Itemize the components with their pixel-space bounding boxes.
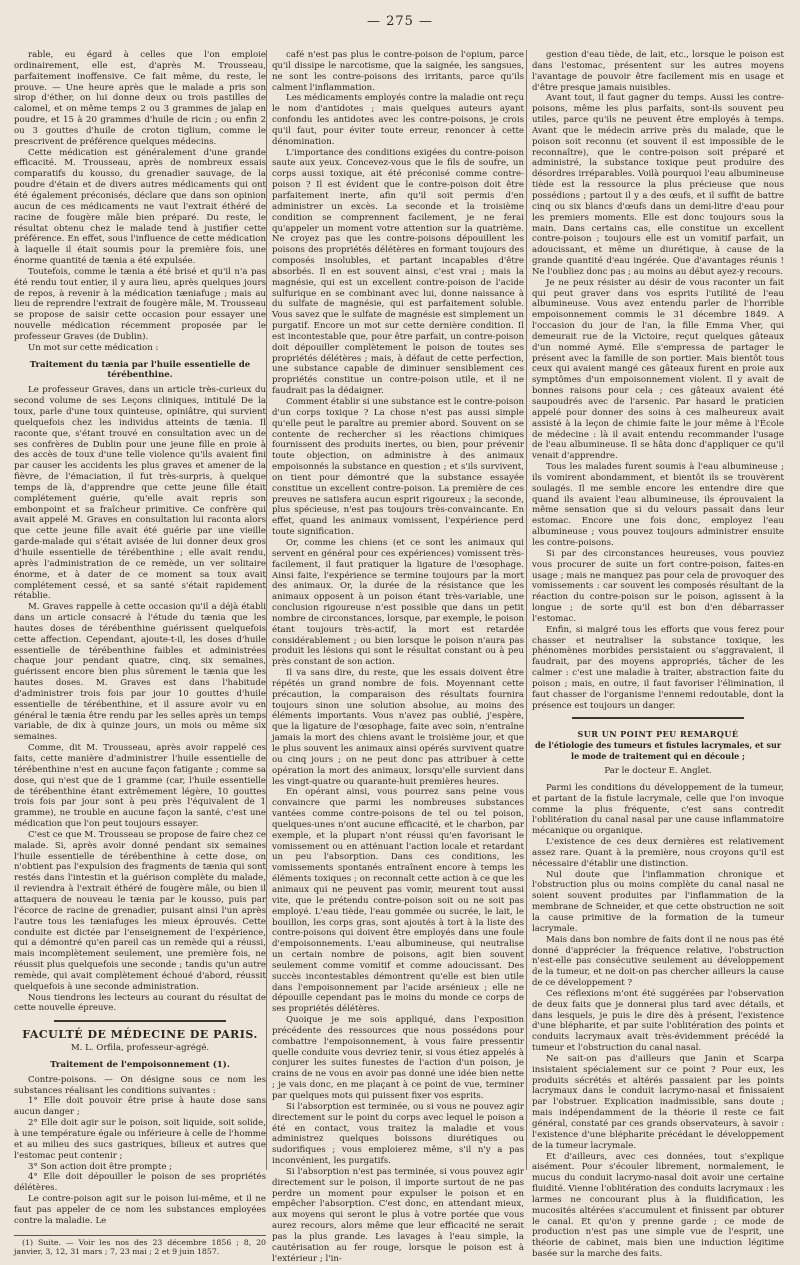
- separator-rule: [572, 717, 744, 719]
- byline: Par le docteur E. Anglet.: [604, 766, 712, 776]
- column-2: [272, 50, 524, 1264]
- faculty-title: FACULTÉ DE MÉDECINE DE PARIS.: [22, 1028, 258, 1042]
- paragraph: café n'est pas plus le contre-poison de l'opium, parce qu'il dissipe le narcotisme, que la saignée, les sangsues, ne sont les contre-poisons des irritants, parce qu'ils calment l'inflammation.: [272, 50, 524, 93]
- paragraph: Contre-poisons. — On désigne sous ce nom les substances réalisant les conditions suivantes :: [14, 1074, 266, 1096]
- article-title: SUR UN POINT PEU REMARQUÉ: [577, 729, 739, 740]
- paragraph: Comme, dit M. Trousseau, après avoir rappelé ces faits, cette manière d'administrer l'huile essentielle de térébenthine n'est en aucune façon fatigante ; comme sa dose, qui n'est que de 1 gramme (car, l'huile essentielle de térébenthine étant extrêmement légère, 10 gouttes trois fois par jour sont à peu près l'équivalent de 1 gramme), ne trouble en aucune façon la santé, c'est une médication que l'on peut toujours essayer.: [14, 743, 266, 830]
- paragraph: Avant tout, il faut gagner du temps. Aussi les contre-poisons, même les plus parfaits, sont-ils souvent peu utiles, parce qu'ils ne peuvent être employés à temps. Avant que le médecin arrive près du malade, que le poison soit reconnu (et souvent il est impossible de le reconnaître), que le contre-poison soit préparé et administré, la substance toxique peut produire des désordres irréparables. Voilà pourquoi l'eau albumineuse tiède est la ressource la plus précieuse que nous possédions ; partout il y a des œufs, et il suffit de battre cinq ou six blancs d'œufs dans un demi-litre d'eau pour les premiers moments. Elle est donc toujours sous la main. Dans certains cas, elle constitue un excellent contre-poison ; toujours elle est un vomitif parfait, un adoucissant, et même un diurétique, à cause de la grande quantité d'eau ingérée. Que d'avantages réunis ! Ne l'oubliez donc pas ; au moins au début ayez-y recours.: [532, 93, 784, 277]
- footnote: [14, 1235, 266, 1257]
- column-3: [532, 50, 784, 1260]
- paragraph: C'est ce que M. Trousseau se propose de faire chez ce malade. Si, après avoir donné pendant six semaines l'huile essentielle de térébenthine à cette dose, on n'obtient pas l'expulsion des fragments de tænia qui sont restés dans l'intestin et la guérison complète du malade, il reviendra à l'extrait éthéré de fougère mâle, ou bien il attaquera de nouveau le tænia par le kousso, puis par l'écorce de racine de grenadier, puisant ainsi l'un après l'autre tous les tæniafuges les mieux éprouvés. Cette conduite est dictée par l'enseignement de l'expérience, qui a démontré qu'en pareil cas un remède qui a réussi, mais incomplètement seulement, une première fois, ne réussit plus quelquefois une seconde ; tandis qu'un autre remède, qui avait complètement échoué d'abord, réussit quelquefois à une seconde administration.: [14, 829, 266, 992]
- paragraph: Ne sait-on pas d'ailleurs que Janin et Scarpa insistaient spécialement sur ce point ? Pour eux, les produits sécrétés et altérés passaient par les points lacrymaux dans le conduit lacrymo-nasal et finissaient par l'obstruer. Explication inadmissible, sans doute ; mais indépendamment de la théorie il reste ce fait général, constaté par ces grands observateurs, à savoir : l'existence d'une blépharite précédant le développement de la tumeur lacrymale.: [532, 1053, 784, 1151]
- paragraph: Je ne peux résister au désir de vous raconter un fait qui peut graver dans vos esprits l'utilité de l'eau albumineuse. Vous avez entendu parler de l'horrible empoisonnement commis le 31 décembre 1849. A l'occasion du jour de l'an, la fille Emma Vher, qui demeurait rue de la Victoire, reçut quelques gâteaux d'un nommé Aymé. Elle s'empressa de partager le présent avec la famille de son portier. Mais bientôt tous ceux qui avaient mangé ces gâteaux furent en proie aux symptômes d'un empoisonnement violent. Il y avait de bonnes raisons pour cela ; ces gâteaux avaient été saupoudrés avec de l'arsenic. Par hasard le praticien appelé pour donner des soins à ces malheureux avait assisté à la leçon de chimie faite le jour même à l'École de médecine : là il avait entendu recommander l'usage de l'eau albumineuse. Il se hâta donc d'appliquer ce qu'il venait d'apprendre.: [532, 277, 784, 462]
- paragraph: gestion d'eau tiède, de lait, etc., lorsque le poison est dans l'estomac, présentent sur les autres moyens l'avantage de pouvoir être facilement mis en usage et d'être presque jamais nuisibles.: [532, 50, 784, 93]
- paragraph: Les médicaments employés contre la maladie ont reçu le nom d'antidotes ; mais quelques auteurs ayant confondu les antidotes avec les contre-poisons, je crois qu'il faut, pour éviter toute erreur, renoncer à cette dénomination.: [272, 93, 524, 147]
- paragraph: Comment établir si une substance est le contre-poison d'un corps toxique ? La chose n'est pas aussi simple qu'elle peut le paraître au premier abord. Souvent on se contente de rechercher si les réactions chimiques fournissent des produits inertes, ou bien, pour prévenir toute objection, on administre à des animaux empoisonnés la substance en question ; et s'ils survivent, on tient pour démontré que la substance essayée constitue un excellent contre-poison. La première de ces preuves ne satisfera aucun esprit rigoureux ; la seconde, plus spécieuse, n'est pas toujours très-convaincante. En effet, quand les animaux vomissent, l'expérience perd toute signification.: [272, 397, 524, 538]
- paragraph: Ces réflexions m'ont été suggérées par l'observation de deux faits que je donnerai plus tard avec détails, et dans lesquels, je puis le dire dès à présent, l'existence d'une blépharite, et par suite l'oblitération des points et conduits lacrymaux avait très-évidemment précédé la tumeur et l'obstruction du canal nasal.: [532, 988, 784, 1054]
- paragraph: Nul doute que l'inflammation chronique et l'obstruction plus ou moins complète du canal nasal ne soient souvent produites par l'inflammation de la membrane de Schneider, et que cette obstruction ne soit la cause primitive de la formation de la tumeur lacrymale.: [532, 869, 784, 934]
- paragraph: Tous les malades furent soumis à l'eau albumineuse ; ils vomirent abondamment, et bientôt ils se trouvèrent soulagés. Il me semble encore les entendre dire que quand ils avaient l'eau albumineuse, ils éprouvaient la même sensation que si du velours passait dans leur estomac. Encore une fois donc, employez l'eau albumineuse ; vous pouvez toujours administrer ensuite les contre-poisons.: [532, 462, 784, 548]
- paragraph: Si par des circonstances heureuses, vous pouviez vous procurer de suite un fort contre-poison, faites-en usage ; mais ne manquez pas pour cela de provoquer des vomissements : car souvent les composés résultant de la réaction du contre-poison sur le poison, agissent à la longue ; de sorte qu'il est bon d'en débarrasser l'estomac.: [532, 548, 784, 624]
- paragraph: Parmi les conditions du développement de la tumeur, et partant de la fistule lacrymale, celle que l'on invoque comme la plus fréquente, c'est sans contredit l'oblitération du canal nasal par une cause inflammatoire mécanique ou organique.: [532, 782, 784, 837]
- paragraph: Il va sans dire, du reste, que les essais doivent être répétés un grand nombre de fois. Moyennant cette précaution, la comparaison des résultats fournira toujours sinon une solution absolue, au moins des éléments importants. Vous n'avez pas oublié, j'espère, que la ligature de l'œsophage, faite avec soin, n'entraîne jamais la mort des chiens avant le troisième jour, et que le plus souvent les animaux ainsi opérés survivent quatre ou cinq jours ; on ne peut donc pas attribuer à cette opération la mort des animaux, lorsqu'elle survient dans les vingt-quatre ou quarante-huit premières heures.: [272, 668, 524, 787]
- column-divider: [266, 50, 267, 1170]
- paragraph: L'existence de ces deux dernières est relativement assez rare. Quant à la première, nous croyons qu'il est nécessaire d'établir une distinction.: [532, 837, 784, 869]
- list-item: 4° Elle doit dépouiller le poison de ses propriétés délétères.: [14, 1172, 266, 1194]
- paragraph: rable, eu égard à celles que l'on emploie ordinairement, elle est, d'après M. Trousseau, parfaitement inoffensive. Ce fait même, du reste, le prouve. — Une heure après que le malade a pris son sirop d'éther, on lui donne deux ou trois pastilles de calomel, et on même temps 2 ou 3 grammes de jalap en poudre, et 15 à 20 grammes d'huile de ricin ; ou enfin 2 ou 3 gouttes d'huile de croton tiglium, comme le prescrivent de préférence quelques médecins.: [14, 50, 266, 147]
- paragraph: Quoique je me sois appliqué, dans l'exposition précédente des ressources que nous possédons pour combattre l'empoisonnement, à vous faire pressentir quelle conduite vous devriez tenir, si vous étiez appelés à conjurer les suites funestes de l'action d'un poison, je crains de ne vous en avoir pas donné une idée bien nette ; je vais donc, en me plaçant à ce point de vue, terminer par quelques mots qui puissent fixer vos esprits.: [272, 1015, 524, 1101]
- column-divider: [526, 50, 527, 1170]
- section-title: Traitement du tænia par l'huile essentielle de térébenthine.: [29, 359, 251, 381]
- paragraph: M. Graves rappelle à cette occasion qu'il a déjà établi dans un article consacré à l'étude du tænia que les hautes doses de térébenthine guérissent quelquefois cette affection. Cependant, ajoute-t-il, les doses d'huile essentielle de térébenthine faibles et administrées chaque jour pendant quatre, cinq, six semaines, guérissent encore bien plus sûrement le tænia que les hautes doses. M. Graves est dans l'habitude d'administrer trois fois par jour 10 gouttes d'huile essentielle de térébenthine, et il assure avoir vu en général le tænia être rendu par les selles après un temps variable, de dix à quinze jours, un mois ou même six semaines.: [14, 602, 266, 743]
- article-subtitle: de l'étiologie des tumeurs et fistules lacrymales, et sur le mode de traitement qui en découle ;: [534, 740, 782, 762]
- footnote-text: (1) Suite. — Voir les nos des 23 décembre 1856 ; 8, 20 janvier, 3, 12, 31 mars ; 7, 23 mai ; 2 et 9 juin 1857.: [14, 1237, 266, 1257]
- paragraph: En opérant ainsi, vous pourrez sans peine vous convaincre que parmi les nombreuses substances vantées comme contre-poisons de tel ou tel poison, quelques-unes n'ont aucune efficacité, et le charbon, par exemple, et la plupart n'ont réussi qu'en favorisant le vomissement ou en atténuant l'action locale et retardant un peu l'absorption. Dans ces conditions, les vomissements spontanés entraînent encore à temps les éléments toxiques ; on reconnaît cette action à ce que les animaux qui ne peuvent pas vomir, meurent tout aussi vite, que le prétendu contre-poison soit ou ne soit pas employé. L'eau tiède, l'eau gommée ou sucrée, le lait, le bouillon, les corps gras, sont ajoutés à tort à la liste des contre-poisons qui doivent être employés dans une foule d'empoisonnements. L'eau albumineuse, qui neutralise un certain nombre de poisons, agit bien souvent seulement comme vomitif et comme adoucissant. Des succès incontestables démontrent qu'elle est bien utile dans l'empoisonnement par l'acide arsénieux ; elle ne dépouille cependant pas le moins du monde ce corps de ses propriétés délétères.: [272, 787, 524, 1015]
- article-subtitle: Traitement de l'empoisonnement (1).: [50, 1059, 230, 1070]
- paragraph: Nous tiendrons les lecteurs au courant du résultat de cette nouvelle épreuve.: [14, 992, 266, 1014]
- paragraph: Si l'absorption n'est pas terminée, si vous pouvez agir directement sur le poison, il importe surtout de ne pas perdre un moment pour expulser le poison et en empêcher l'absorption. C'est donc, en attendant mieux, aux moyens qui seront le plus à votre portée que vous aurez recours, alors même que leur efficacité ne serait pas la plus grande. Les lavages à l'eau simple, la cautérisation au fer rouge, lorsque le poison est à l'extérieur ; l'in-: [272, 1166, 524, 1264]
- paragraph: Mais dans bon nombre de faits dont il ne nous pas été donné d'apprécier la fréquence relative, l'obstruction n'est-elle pas consécutive seulement au développement de la tumeur, et ne doit-on pas chercher ailleurs la cause de ce développement ?: [532, 934, 784, 989]
- page-number: — 275 —: [366, 14, 434, 29]
- paragraph: Le professeur Graves, dans un article très-curieux du second volume de ses Leçons cliniques, intitulé De la toux, parle d'une toux quinteuse, opiniâtre, qui survient quelquefois chez les individus atteints de tænia. Il raconte que, s'étant trouvé en consultation avec un de ses confrères de Dublin pour une jeune fille en proie à des accès de toux d'une telle violence qu'ils avaient fini par causer les accidents les plus graves et amener de la fièvre, de l'émaciation, il fut très-surpris, à quelque temps de là, d'apprendre que cette jeune fille était complétement guérie, qu'elle avait repris son embonpoint et sa fraîcheur primitive. Ce confrère qui avait appelé M. Graves en consultation lui raconta alors que cette jeune fille avait été guérie par une vieille garde-malade qui s'était avisée de lui donner deux gros d'huile essentielle de térébenthine ; elle avait rendu, après l'administration de ce remède, un ver solitaire énorme, et à dater de ce moment sa toux avait complétement cessé, et sa santé s'était rapidement rétablie.: [14, 385, 266, 602]
- byline: M. L. Orfila, professeur-agrégé.: [70, 1043, 210, 1054]
- column-1: [14, 50, 266, 1257]
- paragraph: Toutefois, comme le tænia a été brisé et qu'il n'a pas été rendu tout entier, il y aura lieu, après quelques jours de repos, à revenir à la médication tæniafuge ; mais au lieu de reprendre l'extrait de fougère mâle, M. Trousseau se propose de saisir cette occasion pour essayer une nouvelle médication récemment proposée par le professeur Graves (de Dublin).: [14, 266, 266, 342]
- paragraph: Si l'absorption est terminée, ou si vous ne pouvez agir directement sur le point du corps avec lequel le poison a été en contact, vous traitez la maladie et vous administrez quelques boissons diurétiques ou sudorifiques ; vous emploierez même, s'il n'y a pas inconvénient, les purgatifs.: [272, 1101, 524, 1167]
- paragraph: Le contre-poison agit sur le poison lui-même, et il ne faut pas appeler de ce nom les substances employées contre la maladie. Le: [14, 1194, 266, 1226]
- paragraph: Or, comme les chiens (et ce sont les animaux qui servent en général pour ces expériences) vomissent très-facilement, il faut pratiquer la ligature de l'œsophage. Ainsi faite, l'expérience se termine toujours par la mort des animaux. Or, la durée de la résistance que les animaux opposent à un poison étant très-variable, une conclusion rigoureuse n'est possible que dans un petit nombre de circonstances, lorsque, par exemple, le poison étant toujours très-actif, la mort est retardée considérablement ; ou bien lorsque le poison n'aura pas produit les lésions qui sont le résultat constant ou à peu près constant de son action.: [272, 537, 524, 668]
- list-item: 3° Son action doit être prompte ;: [28, 1161, 173, 1172]
- paragraph: Et d'ailleurs, avec ces données, tout s'explique aisément. Pour s'écouler librement, normalement, le mucus du conduit lacrymo-nasal doit avoir une certaine fluidité. Vienne l'oblitération des conduits lacrymaux : les larmes ne concourant plus à la fluidification, les mucosités altérées s'accumulent et finissent par obturer le canal. Et qu'on y prenne garde ; ce mode de production n'est pas une simple vue de l'esprit, une théorie de cabinet, mais bien une induction légitime basée sur la marche des faits.: [532, 1151, 784, 1260]
- paragraph: L'importance des conditions exigées du contre-poison saute aux yeux. Concevez-vous que le fils de soufre, un corps aussi toxique, ait été préconisé comme contre-poison ? Il est évident que le contre-poison doit être parfaitement inerte, afin qu'il soit permis d'en administrer un excès. La seconde et la troisième condition se comprennent facilement, je ne ferai qu'appeler un moment votre attention sur la quatrième. Ne croyez pas que les contre-poisons dépouillent les poisons des propriétés délétères en formant toujours des composés insolubles, et partant incapables d'être absorbés. Il en est souvent ainsi, c'est vrai ; mais la magnésie, qui est un excellent contre-poison de l'acide sulfurique en se combinant avec lui, donne naissance à du sulfate de magnésie, qui est parfaitement soluble. Vous savez que le sulfate de magnésie est simplement un purgatif. Encore un mot sur cette dernière condition. Il est incontestable que, pour être parfait, un contre-poison doit dépouiller complètement le poison de toutes ses propriétés délétères ; mais, à défaut de cette perfection, une substance capable de diminuer sensiblement ces propriétés constitue un contre-poison utile, et il ne faudrait pas la dédaigner.: [272, 147, 524, 397]
- paragraph: Enfin, si malgré tous les efforts que vous ferez pour chasser et neutraliser la substance toxique, les phénomènes morbides persistaient ou s'aggravaient, il faudrait, par des moyens appropriés, tâcher de les calmer : c'est une maladie à traiter, abstraction faite du poison ; mais, en outre, il faut favoriser l'élimination, il faut chasser de l'organisme l'ennemi redoutable, dont la présence est toujours un danger.: [532, 624, 784, 711]
- paragraph: Cette médication est généralement d'une grande efficacité. M. Trousseau, après de nombreux essais comparatifs du kousso, du grenadier sauvage, de la poudre d'étain et de divers autres médicaments qui ont été également préconisés, déclare que dans son opinion aucun de ces médicaments ne vaut l'extrait éthéré de racine de fougère mâle bien préparé. Du reste, le résultat obtenu chez le malade tend à justifier cette préférence. En effet, sous l'influence de cette médication à laquelle il était soumis pour la première fois, une énorme quantité de tænia a été expulsée.: [14, 147, 266, 267]
- paragraph: Un mot sur cette médication :: [28, 342, 159, 353]
- separator-rule: [54, 1020, 226, 1022]
- list-item: 1° Elle doit pouvoir être prise à haute dose sans aucun danger ;: [14, 1096, 266, 1118]
- list-item: 2° Elle doit agir sur le poison, soit liquide, soit solide, à une température égale ou inférieure à celle de l'homme et au milieu des sucs gastriques, bilieux et autres que l'estomac peut contenir ;: [14, 1118, 266, 1161]
